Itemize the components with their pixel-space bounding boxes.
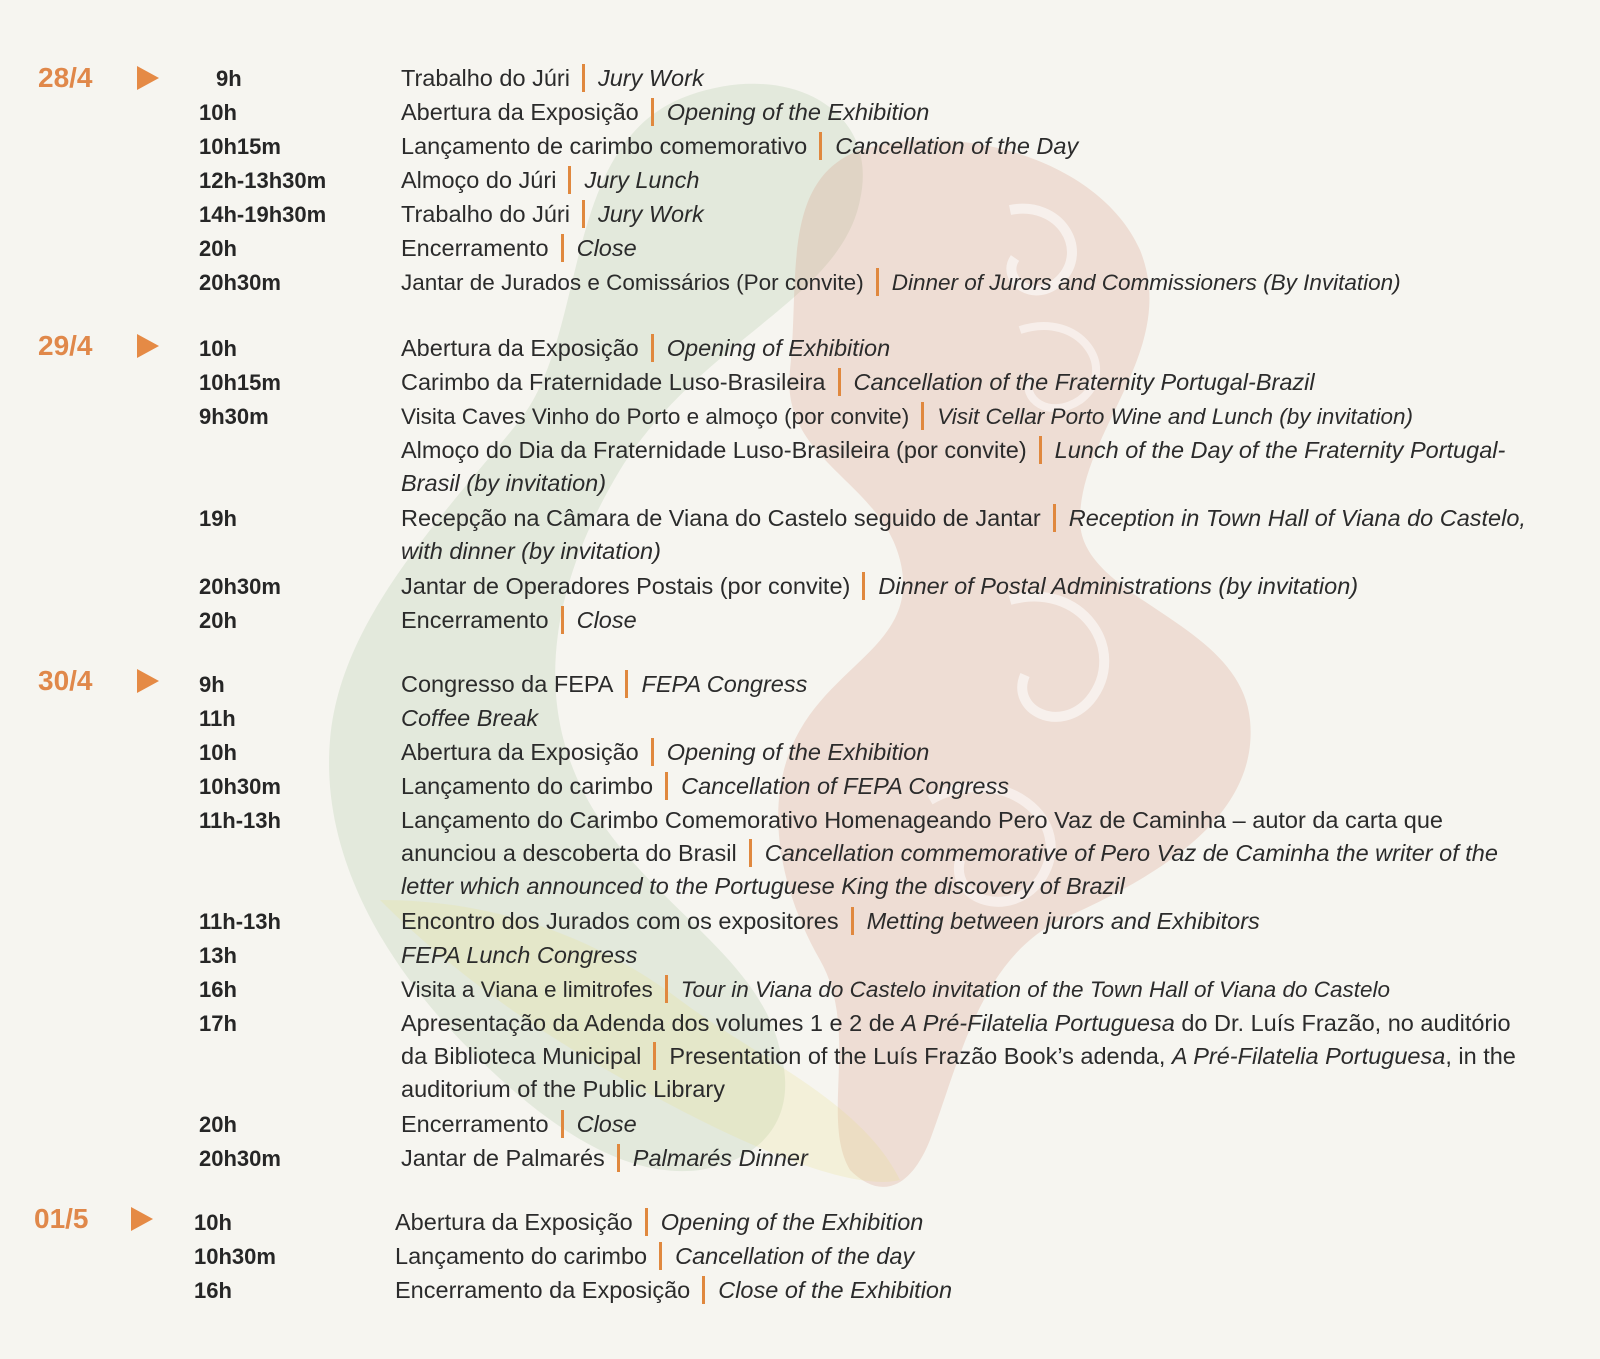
event-en: Close — [576, 607, 637, 633]
event-pt: Encerramento — [401, 607, 549, 633]
event-time: 10h30m — [194, 1244, 276, 1269]
separator-bar — [582, 64, 585, 92]
event-en: Jury Work — [597, 65, 704, 91]
event-time: 9h — [216, 66, 242, 91]
event-time: 10h30m — [199, 774, 281, 799]
event-description — [395, 1240, 1533, 1273]
event-en: FEPA Congress — [641, 671, 808, 697]
event-en: Reception in Town Hall of Viana do Castelo, with dinner — [401, 505, 1526, 564]
event-en: Visit Cellar Porto Wine and Lunch (by invitation) — [937, 404, 1414, 429]
separator-bar — [838, 368, 841, 396]
day-date: 28/4 — [38, 62, 93, 93]
event-description — [401, 266, 1539, 299]
play-arrow-icon — [131, 1207, 153, 1231]
separator-bar — [651, 98, 654, 126]
separator-bar — [617, 1144, 620, 1172]
event-time: 9h30m — [199, 404, 269, 429]
event-en-tail: (by invitation) — [514, 538, 661, 564]
event-en: Cancellation of FEPA Congress — [681, 773, 1009, 799]
event-time: 20h30m — [199, 574, 281, 599]
separator-bar — [625, 670, 628, 698]
event-pt: Encerramento da Exposição — [395, 1277, 691, 1303]
event-pt: Jantar de Palmarés — [401, 1145, 605, 1171]
event-time: 20h30m — [199, 1146, 281, 1171]
event-pt: Encontro dos Jurados com os expositores — [401, 908, 839, 934]
event-time: 19h — [199, 506, 237, 531]
separator-bar — [876, 268, 879, 296]
event-en: Jury Work — [597, 201, 704, 227]
separator-bar — [561, 1110, 564, 1138]
event-en: A Pré-Filatelia Portuguesa — [1171, 1043, 1446, 1069]
event-description — [401, 905, 1539, 938]
event-time: 16h — [199, 977, 237, 1002]
event-pt: Recepção na Câmara de Viana do Castelo seguido de Jantar — [401, 505, 1041, 531]
event-en: Opening of the Exhibition — [666, 739, 930, 765]
event-description — [401, 668, 1539, 701]
event-pt: Encerramento — [401, 1111, 549, 1137]
event-description — [401, 96, 1539, 129]
event-en: FEPA Lunch Congress — [401, 942, 638, 968]
event-en: Opening of Exhibition — [666, 335, 891, 361]
separator-bar — [1053, 504, 1056, 532]
event-pt: Trabalho do Júri — [401, 201, 570, 227]
event-description — [401, 939, 1539, 972]
event-time: 20h30m — [199, 270, 281, 295]
event-pt: Apresentação da Adenda dos volumes 1 e 2 de — [401, 1010, 902, 1036]
event-pt: Abertura da Exposição — [395, 1209, 633, 1235]
event-description — [401, 400, 1539, 433]
event-en: Palmarés Dinner — [632, 1145, 808, 1171]
event-description — [401, 502, 1539, 568]
event-description — [401, 702, 1539, 735]
event-en: Dinner of Postal Administrations (by invitation) — [878, 573, 1359, 599]
event-time: 20h — [199, 236, 237, 261]
event-time: 9h — [199, 672, 225, 697]
separator-bar — [921, 402, 924, 430]
event-time: 11h — [199, 706, 236, 731]
event-en: Close — [576, 1111, 637, 1137]
separator-bar — [568, 166, 571, 194]
separator-bar — [651, 334, 654, 362]
event-time: 10h — [199, 336, 237, 361]
event-en-tail: (by invitation) — [459, 470, 607, 496]
event-pt: Lançamento de carimbo comemorativo — [401, 133, 808, 159]
event-en: Opening of the Exhibition — [666, 99, 930, 125]
event-time: 10h15m — [199, 370, 281, 395]
event-time: 11h-13h — [199, 909, 281, 934]
event-time: 20h — [199, 608, 237, 633]
event-description — [401, 434, 1539, 500]
separator-bar — [645, 1208, 648, 1236]
event-description — [401, 736, 1539, 769]
event-description — [401, 804, 1539, 903]
separator-bar — [651, 738, 654, 766]
day-date: 30/4 — [38, 665, 93, 696]
event-pt: Lançamento do carimbo — [395, 1243, 648, 1269]
separator-bar — [702, 1276, 705, 1304]
event-en: Cancellation commemorative of Pero Vaz de Caminha the writer of the letter which announced to the Portuguese King the discovery of Brazil — [401, 840, 1498, 899]
separator-bar — [665, 975, 668, 1003]
separator-bar — [659, 1242, 662, 1270]
event-time: 10h — [199, 740, 237, 765]
event-pt: Visita a Viana e limitrofes — [401, 977, 653, 1002]
event-description — [395, 1206, 1533, 1239]
event-description — [401, 604, 1539, 637]
event-time: 11h-13h — [199, 808, 281, 833]
event-pt: Abertura da Exposição — [401, 99, 639, 125]
event-en: Cancellation of the day — [675, 1243, 915, 1269]
event-time: 13h — [199, 943, 237, 968]
separator-bar — [862, 572, 865, 600]
event-pt: Encerramento — [401, 235, 549, 261]
event-en: Opening of the Exhibition — [660, 1209, 924, 1235]
event-pt: Trabalho do Júri — [401, 65, 570, 91]
event-description — [401, 1007, 1539, 1106]
separator-bar — [561, 234, 564, 262]
event-description — [395, 1274, 1533, 1307]
event-pt: Lançamento do carimbo — [401, 773, 654, 799]
event-pt: Jantar de Jurados e Comissários (Por convite) — [401, 270, 864, 295]
event-description — [401, 366, 1539, 399]
play-arrow-icon — [137, 66, 159, 90]
event-description — [401, 1142, 1539, 1175]
event-description — [401, 770, 1539, 803]
separator-bar — [749, 839, 752, 867]
event-pt: Abertura da Exposição — [401, 335, 639, 361]
event-en-plain: Presentation of the Luís Frazão Book’s adenda, — [669, 1043, 1172, 1069]
event-description — [401, 198, 1539, 231]
event-description — [401, 62, 1539, 95]
event-pt-tail: do Dr. Luís Frazão, no auditório da Biblioteca Municipal — [401, 1010, 1511, 1069]
event-time: 16h — [194, 1278, 232, 1303]
event-pt: Abertura da Exposição — [401, 739, 639, 765]
event-en: Tour in Viana do Castelo invitation of the Town Hall of Viana do Castelo — [680, 977, 1391, 1002]
separator-bar — [582, 200, 585, 228]
event-time: 10h15m — [199, 134, 281, 159]
play-arrow-icon — [137, 669, 159, 693]
event-pt: Lançamento do Carimbo Comemorativo Homenageando Pero Vaz de Caminha – autor da carta que anunciou a descoberta do Brasil — [401, 807, 1443, 866]
event-time: 12h-13h30m — [199, 168, 327, 193]
event-pt-title: A Pré-Filatelia Portuguesa — [901, 1010, 1175, 1036]
event-time: 10h — [199, 100, 237, 125]
event-en-tail: , in the auditorium of the Public Library — [401, 1043, 1516, 1102]
event-en: Coffee Break — [401, 705, 539, 731]
day-date: 01/5 — [34, 1203, 89, 1234]
event-time: 20h — [199, 1112, 237, 1137]
event-en: Cancellation of the Fraternity Portugal-Brazil — [853, 369, 1315, 395]
event-en: Metting between jurors and Exhibitors — [866, 908, 1260, 934]
event-en: Close of the Exhibition — [718, 1277, 953, 1303]
event-description — [401, 164, 1539, 197]
play-arrow-icon — [137, 334, 159, 358]
event-en: Lunch of the Day of the Fraternity Portugal-Brasil — [401, 437, 1506, 496]
event-pt: Visita Caves Vinho do Porto e almoço (por convite) — [401, 404, 910, 429]
event-description — [401, 973, 1539, 1006]
event-description — [401, 130, 1539, 163]
separator-bar — [665, 772, 668, 800]
event-en: Close — [576, 235, 637, 261]
separator-bar — [819, 132, 822, 160]
event-en: Dinner of Jurors and Commissioners — [891, 270, 1257, 295]
event-pt: Congresso da FEPA — [401, 671, 614, 697]
event-pt: Jantar de Operadores Postais (por convite) — [401, 573, 851, 599]
event-en-tail: (By Invitation) — [1256, 270, 1401, 295]
event-pt: Carimbo da Fraternidade Luso-Brasileira — [401, 369, 826, 395]
separator-bar — [653, 1042, 656, 1070]
event-time: 10h — [194, 1210, 232, 1235]
event-time: 17h — [199, 1011, 237, 1036]
event-en: Cancellation of the Day — [835, 133, 1079, 159]
separator-bar — [561, 606, 564, 634]
event-description — [401, 232, 1539, 265]
event-pt: Almoço do Júri — [401, 167, 557, 193]
event-description — [401, 332, 1539, 365]
event-pt: Almoço do Dia da Fraternidade Luso-Brasileira (por convite) — [401, 437, 1027, 463]
day-date: 29/4 — [38, 330, 93, 361]
event-description — [401, 570, 1539, 603]
separator-bar — [1039, 436, 1042, 464]
event-time: 14h-19h30m — [199, 202, 327, 227]
event-description — [401, 1108, 1539, 1141]
separator-bar — [851, 907, 854, 935]
event-en: Jury Lunch — [584, 167, 700, 193]
